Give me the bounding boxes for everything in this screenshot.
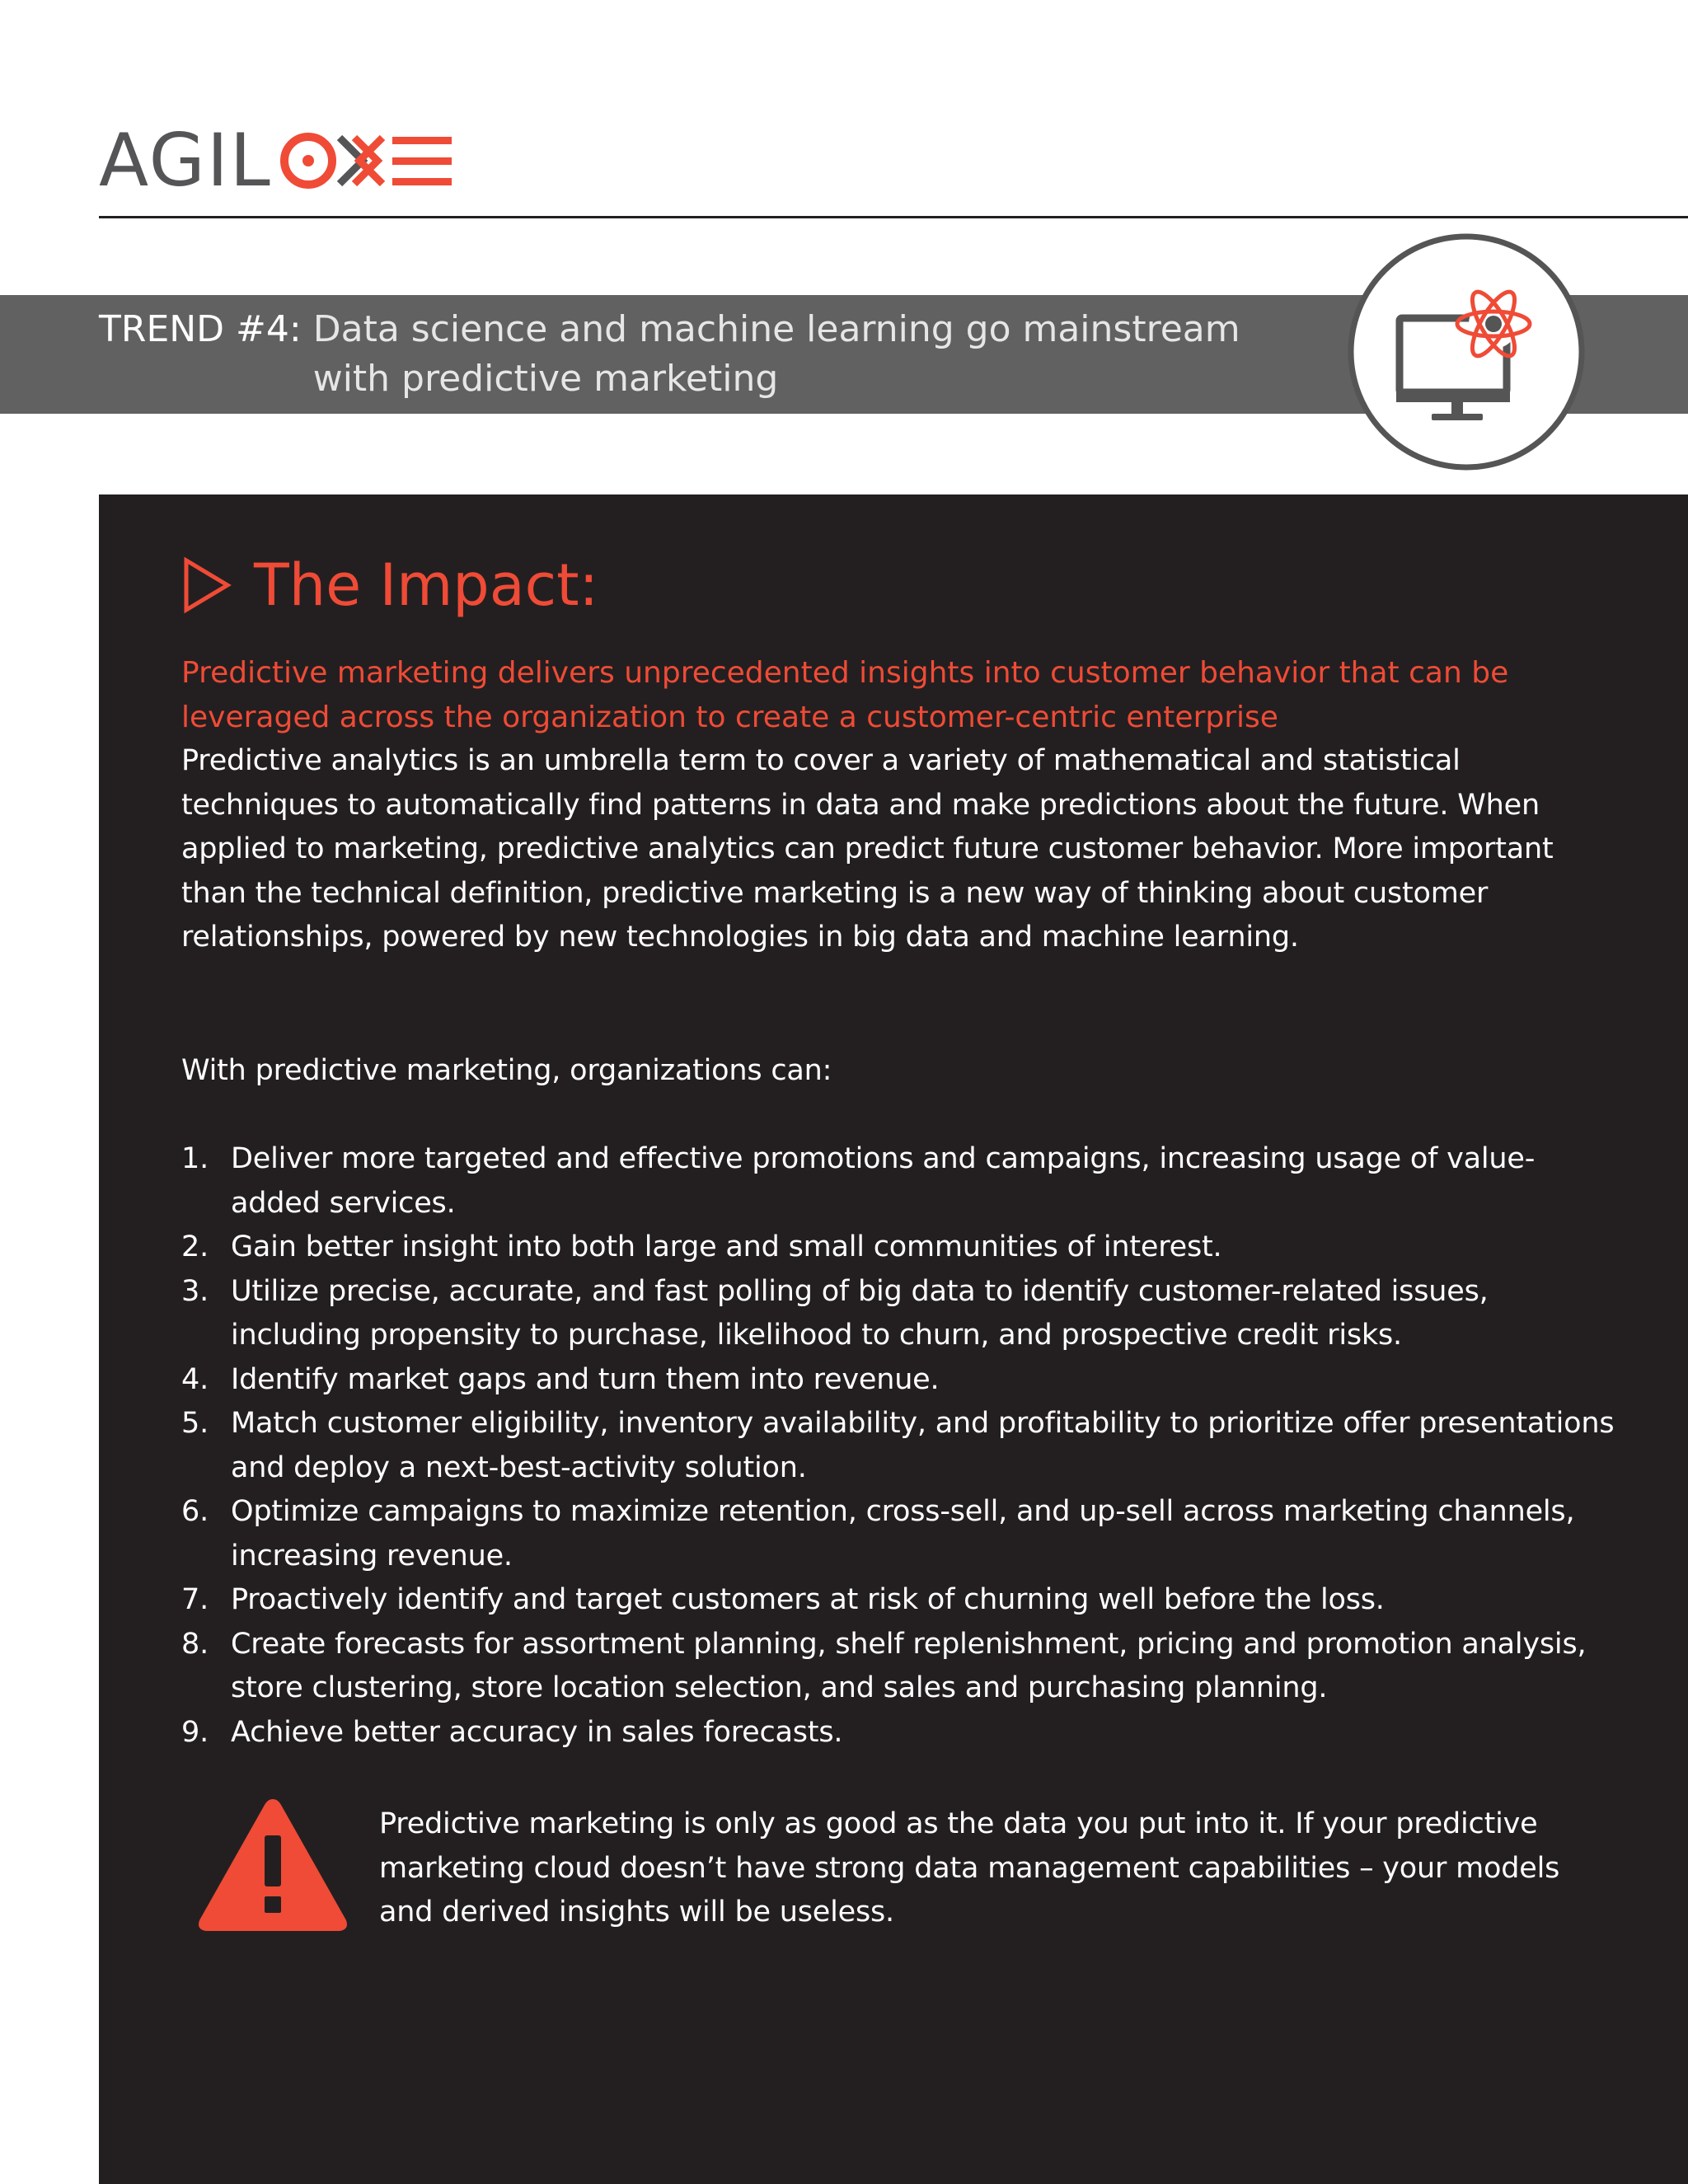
trend-title: Data science and machine learning go mainstream with predictive marketing (312, 308, 1240, 400)
list-item-text: Optimize campaigns to maximize retention, cross-sell, and up-sell across marketing channels, increasing revenue. (231, 1495, 1575, 1572)
agilone-logo (99, 118, 453, 203)
list-item (181, 1623, 1615, 1711)
list-item-text: Achieve better accuracy in sales forecasts. (231, 1715, 843, 1749)
list-item-number: 1. (181, 1142, 209, 1175)
list-item-text: Gain better insight into both large and small communities of interest. (231, 1230, 1222, 1263)
list-item (181, 1711, 1615, 1755)
benefits-list (181, 1137, 1615, 1755)
list-item-number: 7. (181, 1583, 209, 1616)
list-item-number: 9. (181, 1715, 209, 1749)
impact-subheading: Predictive marketing delivers unprecedented insights into customer behavior that can be leveraged across the organization to create a customer-centric enterprise (181, 656, 1509, 734)
logo-wordmark: AGIL (99, 118, 272, 203)
list-item (181, 1270, 1615, 1358)
list-item (181, 1137, 1615, 1226)
list-item-number: 4. (181, 1362, 209, 1396)
list-item (181, 1578, 1615, 1623)
list-item-text: Identify market gaps and turn them into revenue. (231, 1362, 940, 1396)
list-item-text: Match customer eligibility, inventory availability, and profitability to prioritize offer presentations and deploy a next-best-activity solution. (231, 1407, 1615, 1484)
list-item-text: Create forecasts for assortment planning, shelf replenishment, pricing and promotion analysis, store clustering, store location selection, and sales and purchasing planning. (231, 1627, 1587, 1704)
impact-heading-text: The Impact: (254, 551, 599, 619)
list-lead-paragraph: With predictive marketing, organizations can: (181, 1054, 832, 1087)
list-item (181, 1226, 1615, 1270)
trend-heading (99, 305, 1261, 404)
play-outline-icon (181, 556, 232, 614)
list-item-text: Deliver more targeted and effective promotions and campaigns, increasing usage of value-added services. (231, 1142, 1536, 1220)
list-item-number: 8. (181, 1627, 209, 1661)
impact-heading (181, 544, 598, 626)
list-item-text: Utilize precise, accurate, and fast polling of big data to identify customer-related issues, including propensity to purchase, likelihood to churn, and prospective credit risks. (231, 1274, 1489, 1352)
one-wordmark-icon (277, 128, 453, 194)
list-item (181, 1402, 1615, 1490)
warning-message: Predictive marketing is only as good as the data you put into it. If your predictive marketing cloud doesn’t have strong data management capabilities – your models and derived insights will be useless. (379, 1807, 1560, 1929)
intro-paragraph: Predictive analytics is an umbrella term to cover a variety of mathematical and statistical techniques to automatically find patterns in data and make predictions about the future. When applied to marketing, predictive analytics can predict future customer behavior. More important than the technical definition, predictive marketing is a new way of thinking about customer relationships, powered by new technologies in big data and machine learning. (181, 744, 1554, 954)
list-item-number: 3. (181, 1274, 209, 1308)
list-item (181, 1490, 1615, 1578)
list-item-number: 6. (181, 1495, 209, 1528)
list-item (181, 1358, 1615, 1403)
warning-triangle-icon (195, 1793, 351, 1937)
trend-number: TREND #4: (99, 308, 302, 350)
list-item-text: Proactively identify and target customers at risk of churning well before the loss. (231, 1583, 1385, 1616)
list-item-number: 2. (181, 1230, 209, 1263)
header-divider (99, 216, 1688, 218)
impact-panel (99, 494, 1688, 2184)
monitor-atom-icon (1347, 229, 1586, 475)
list-item-number: 5. (181, 1407, 209, 1440)
